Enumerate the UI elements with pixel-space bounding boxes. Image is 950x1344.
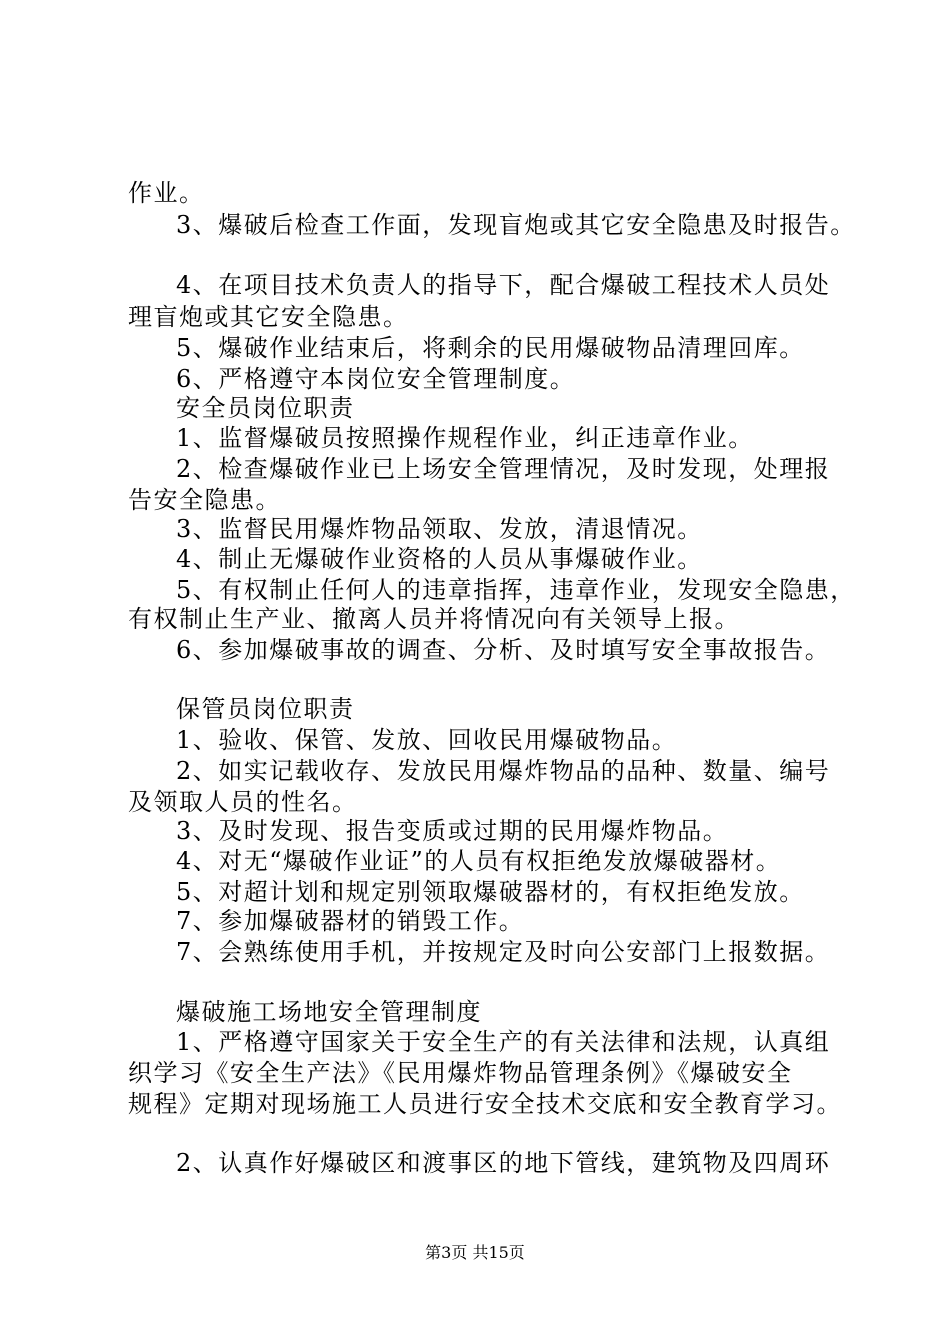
text-line: 1、验收、保管、发放、回收民用爆破物品。 bbox=[176, 726, 678, 754]
text-line: 2、认真作好爆破区和渡事区的地下管线，建筑物及四周环 bbox=[176, 1149, 831, 1177]
text-line: 4、在项目技术负责人的指导下，配合爆破工程技术人员处 bbox=[176, 271, 831, 299]
text-line: 作业。 bbox=[128, 179, 205, 207]
text-line: 3、及时发现、报告变质或过期的民用爆炸物品。 bbox=[176, 817, 729, 845]
text-line: 3、爆破后检查工作面，发现盲炮或其它安全隐患及时报告。 bbox=[176, 211, 856, 239]
text-line: 规程》定期对现场施工人员进行安全技术交底和安全教育学习。 bbox=[128, 1090, 842, 1118]
section-heading: 爆破施工场地安全管理制度 bbox=[176, 998, 482, 1026]
text-line: 告安全隐患。 bbox=[128, 486, 281, 514]
text-line: 5、对超计划和规定别领取爆破器材的，有权拒绝发放。 bbox=[176, 878, 805, 906]
text-line: 7、会熟练使用手机，并按规定及时向公安部门上报数据。 bbox=[176, 938, 831, 966]
page-footer: 第3页 共15页 bbox=[425, 1243, 525, 1262]
text-line: 2、如实记载收存、发放民用爆炸物品的品种、数量、编号 bbox=[176, 757, 831, 785]
text-line: 有权制止生产业、撤离人员并将情况向有关领导上报。 bbox=[128, 605, 740, 633]
text-line: 7、参加爆破器材的销毁工作。 bbox=[176, 907, 525, 935]
section-heading: 安全员岗位职责 bbox=[176, 394, 355, 422]
text-line: 4、制止无爆破作业资格的人员从事爆破作业。 bbox=[176, 545, 703, 573]
text-line: 3、监督民用爆炸物品领取、发放，清退情况。 bbox=[176, 515, 703, 543]
text-line: 1、监督爆破员按照操作规程作业，纠正违章作业。 bbox=[176, 424, 754, 452]
text-line: 5、有权制止任何人的违章指挥，违章作业，发现安全隐患， bbox=[176, 576, 856, 604]
text-line: 1、严格遵守国家关于安全生产的有关法律和法规，认真组 bbox=[176, 1028, 831, 1056]
text-line: 6、参加爆破事故的调查、分析、及时填写安全事故报告。 bbox=[176, 636, 831, 664]
text-line: 2、检查爆破作业已上场安全管理情况，及时发现，处理报 bbox=[176, 455, 831, 483]
text-line: 织学习《安全生产法》《民用爆炸物品管理条例》《爆破安全 bbox=[128, 1059, 793, 1087]
text-line: 6、严格遵守本岗位安全管理制度。 bbox=[176, 365, 576, 393]
text-line: 4、对无“爆破作业证”的人员有权拒绝发放爆破器材。 bbox=[176, 847, 782, 875]
text-line: 5、爆破作业结束后，将剩余的民用爆破物品清理回库。 bbox=[176, 334, 805, 362]
text-line: 及领取人员的性名。 bbox=[128, 788, 358, 816]
section-heading: 保管员岗位职责 bbox=[176, 695, 355, 723]
text-line: 理盲炮或其它安全隐患。 bbox=[128, 303, 409, 331]
